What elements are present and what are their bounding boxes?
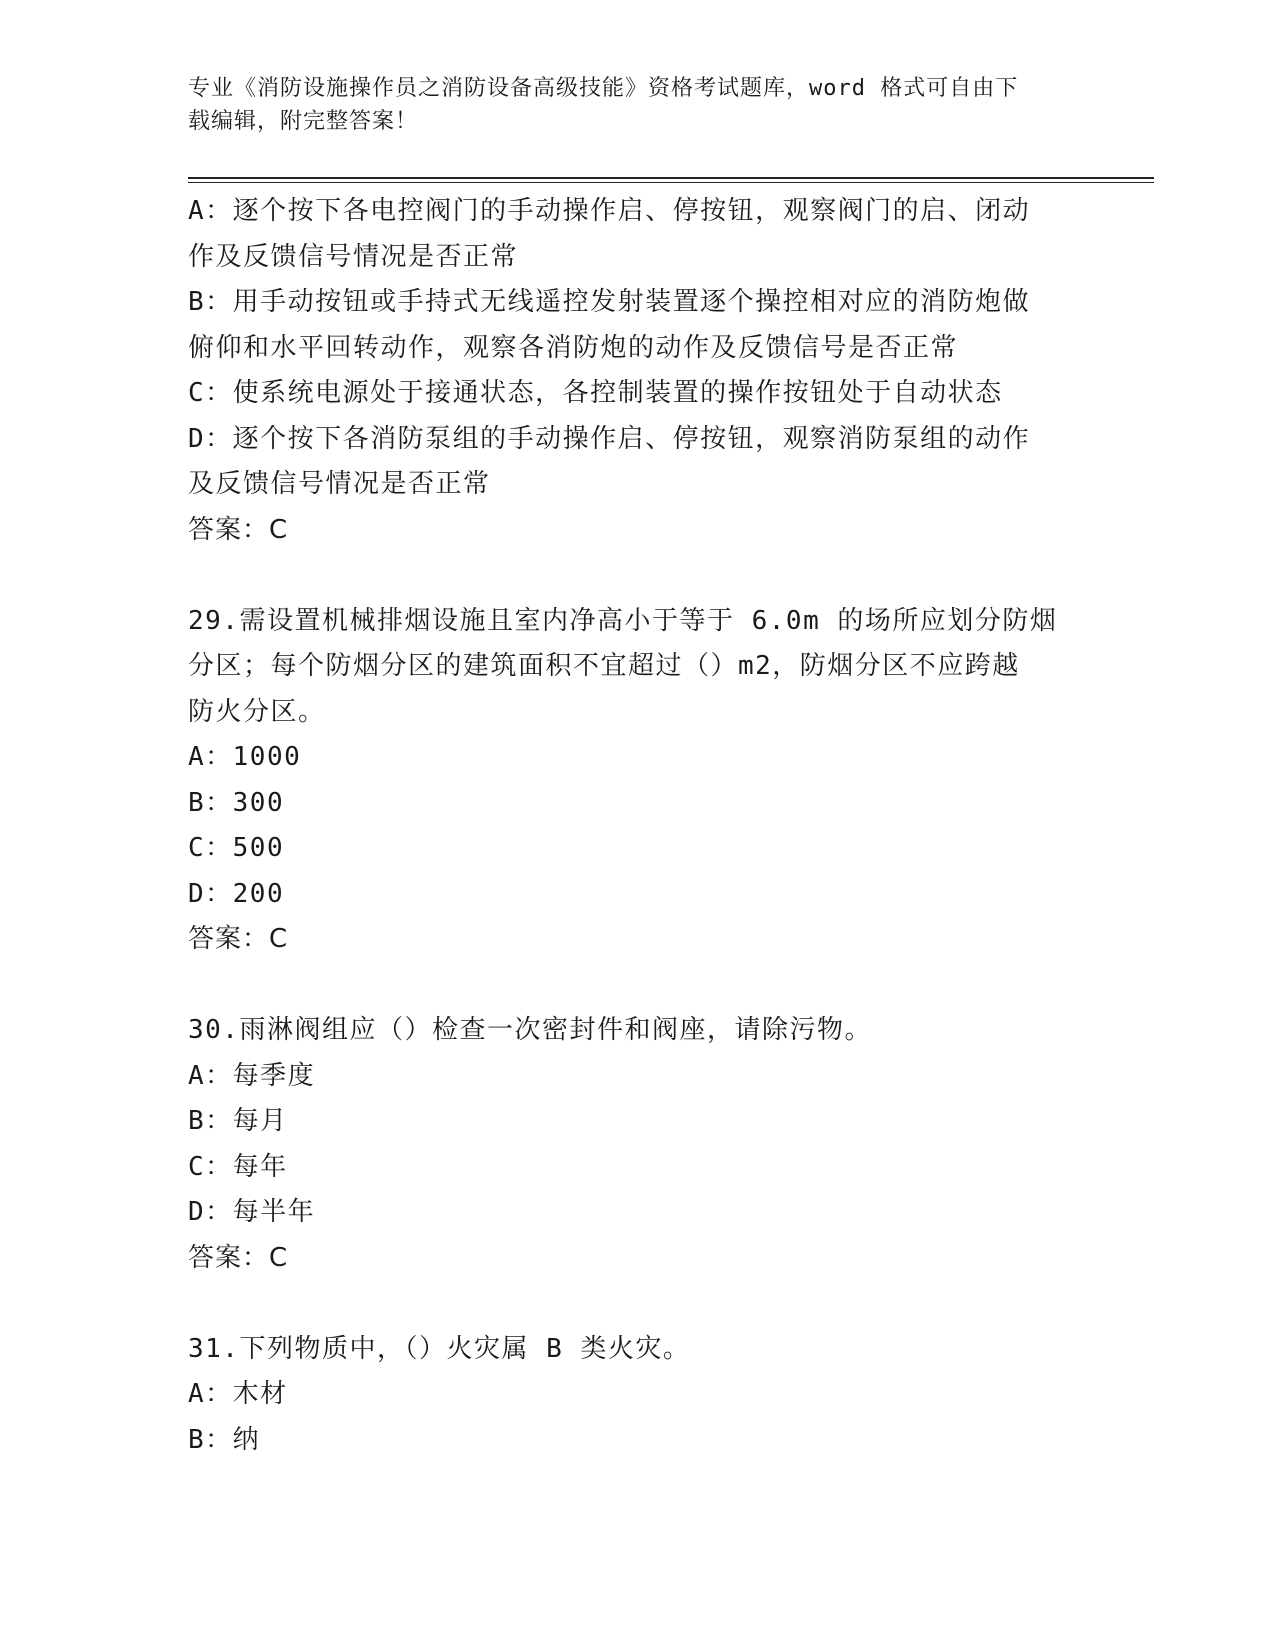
- option-b: B：300: [188, 787, 285, 818]
- spacer: [188, 1281, 1088, 1327]
- answer: 答案：C: [188, 1242, 289, 1273]
- question-29: [188, 599, 1088, 963]
- option-c: C：使系统电源处于接通状态，各控制装置的操作按钮处于自动状态: [188, 378, 1003, 408]
- question-31: [188, 1327, 1088, 1464]
- option-b-line-2: 俯仰和水平回转动作，观察各消防炮的动作及反馈信号是否正常: [188, 332, 959, 363]
- option-d: D：每半年: [188, 1197, 316, 1227]
- question-stem-line-3: 防火分区。: [188, 696, 326, 727]
- option-a-line-1: A：逐个按下各电控阀门的手动操作启、停按钮，观察阀门的启、闭动: [188, 196, 1031, 226]
- answer: 答案：C: [188, 514, 289, 545]
- spacer: [188, 553, 1088, 599]
- question-stem-line-1: 29.需设置机械排烟设施且室内净高小于等于 6.0m 的场所应划分防烟: [188, 605, 1058, 636]
- document-header: [188, 72, 1078, 138]
- option-a: A：每季度: [188, 1060, 316, 1091]
- question-stem: 31.下列物质中，（）火灾属 B 类火灾。: [188, 1333, 691, 1364]
- spacer: [188, 963, 1088, 1009]
- option-d-line-1: D：逐个按下各消防泵组的手动操作启、停按钮，观察消防泵组的动作: [188, 423, 1031, 454]
- question-stem-line-2: 分区；每个防烟分区的建筑面积不宜超过（）m2，防烟分区不应跨越: [188, 651, 1020, 681]
- header-line-2: 载编辑，附完整答案！: [188, 109, 419, 134]
- header-line-1: 专业《消防设施操作员之消防设备高级技能》资格考试题库，word 格式可自由下: [188, 76, 1019, 101]
- option-d: D：200: [188, 878, 285, 909]
- option-a: A：木材: [188, 1379, 288, 1409]
- header-divider-thick: [188, 177, 1154, 179]
- option-a-line-2: 作及反馈信号情况是否正常: [188, 241, 519, 272]
- question-stem: 30.雨淋阀组应（）检查一次密封件和阀座，请除污物。: [188, 1015, 872, 1045]
- option-c: C：每年: [188, 1151, 288, 1182]
- option-a: A：1000: [188, 742, 302, 772]
- question-28: [188, 189, 1088, 553]
- answer: 答案：C: [188, 924, 289, 954]
- option-b-line-1: B：用手动按钮或手持式无线遥控发射装置逐个操控相对应的消防炮做: [188, 287, 1031, 317]
- option-b: B：每月: [188, 1106, 288, 1136]
- question-30: [188, 1008, 1088, 1281]
- option-c: C：500: [188, 833, 285, 863]
- header-divider-thin: [188, 182, 1154, 183]
- option-d-line-2: 及反馈信号情况是否正常: [188, 469, 491, 499]
- question-list: [188, 189, 1088, 1463]
- option-b: B：纳: [188, 1424, 261, 1455]
